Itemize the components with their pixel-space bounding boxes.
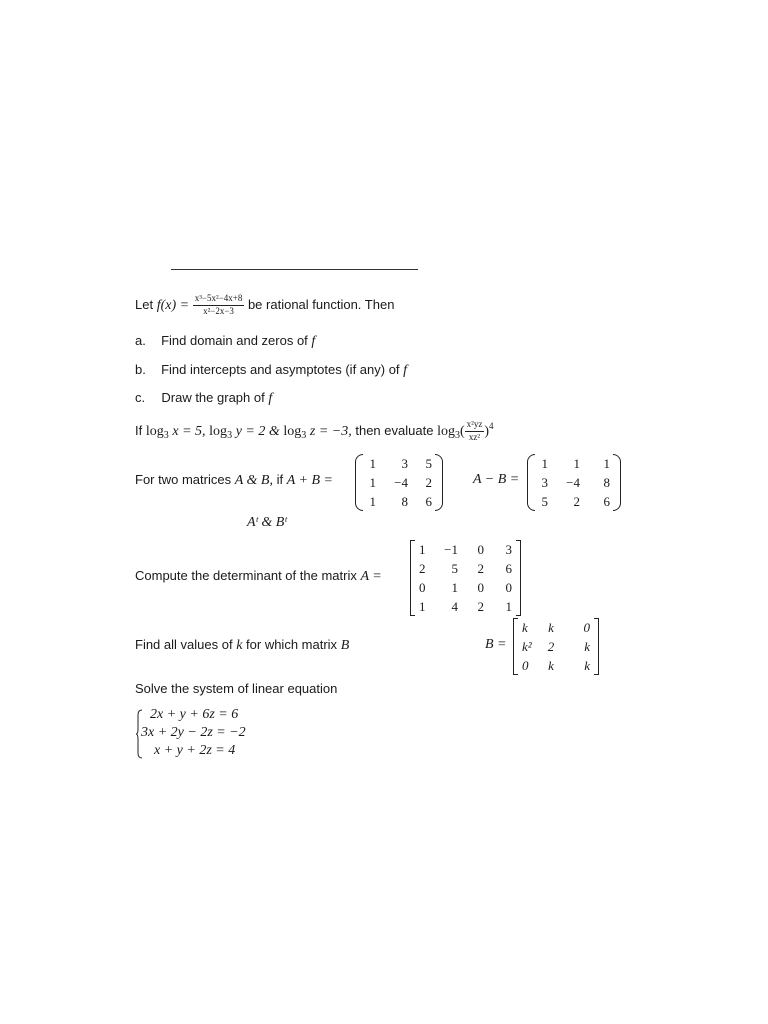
function-name: f(x) = [156, 297, 190, 313]
problem4-statement [135, 568, 382, 585]
cell: 5 [541, 494, 548, 509]
fraction-denominator: x²−2x−3 [203, 305, 234, 316]
item-text: Find intercepts and asymptotes (if any) of [161, 362, 400, 377]
problem1-statement [135, 294, 394, 317]
cell: k [584, 639, 590, 654]
cell: 2 [573, 494, 580, 509]
matrix-a-plus-b [363, 454, 435, 511]
log-frac-den: xz² [468, 431, 481, 442]
left-paren [527, 454, 535, 511]
log-3: log [283, 423, 302, 439]
diff-lhs: A − B = [473, 472, 520, 487]
log-1: log [145, 423, 164, 439]
matrix-lhs: A = [360, 569, 382, 584]
cell: 1 [369, 456, 376, 471]
matrix-vars: A & B, [234, 473, 273, 488]
cell: 8 [603, 475, 610, 490]
log-base-2: 3 [227, 429, 233, 441]
cell: 3 [541, 475, 548, 490]
cell: 5 [425, 456, 432, 471]
if-word: If [135, 422, 143, 438]
problem1-item-b [135, 362, 407, 379]
cell: 1 [419, 599, 426, 614]
item-var: f [311, 334, 316, 349]
cell: 3 [505, 542, 512, 557]
cell: 1 [603, 456, 610, 471]
cell: −4 [566, 475, 580, 490]
item-text: Find domain and zeros of [161, 333, 308, 348]
problem6-statement: Solve the system of linear equation [135, 681, 338, 696]
left-bracket [410, 540, 415, 616]
cell: 1 [573, 456, 580, 471]
cell: 2 [425, 475, 432, 490]
right-bracket [594, 618, 599, 675]
k-var: k [236, 638, 243, 653]
matrix-a-4x4 [416, 540, 515, 616]
log-4: log [437, 423, 455, 439]
cell: 1 [451, 580, 458, 595]
equation-system [141, 706, 246, 760]
log-base-3: 3 [301, 429, 307, 441]
transpose-ask: Aᵗ & Bᵗ [247, 515, 287, 530]
cell: 0 [419, 580, 426, 595]
sum-lhs: A + B = [286, 473, 333, 488]
top-rule [171, 269, 418, 270]
log-base-1: 3 [163, 429, 169, 441]
cell: k² [522, 639, 532, 654]
cell: 0 [477, 580, 484, 595]
cell: 1 [541, 456, 548, 471]
cell: −4 [394, 475, 408, 490]
rational-fraction [193, 294, 245, 317]
let-word: Let [135, 296, 154, 312]
log-2: log [209, 423, 228, 439]
equation-1: 2x + y + 6z = 6 [150, 707, 239, 722]
right-paren [435, 454, 443, 511]
matrix-a-minus-b [535, 454, 613, 511]
cell: k [548, 620, 554, 635]
cell: 0 [505, 580, 512, 595]
cell: 4 [451, 599, 458, 614]
problem1-item-c [135, 390, 272, 407]
b-var: B [340, 638, 350, 653]
matrix-a-minus-b-grid [535, 454, 613, 511]
item-label: b. [135, 362, 146, 377]
matrix-b-grid [519, 618, 593, 675]
cell: 2 [547, 639, 555, 654]
equation-3: x + y + 2z = 4 [154, 743, 236, 758]
cell: 0 [522, 658, 529, 673]
log-frac-num: x²yz [465, 420, 485, 432]
cell: 5 [451, 561, 458, 576]
cell: 1 [369, 475, 376, 490]
item-var: f [403, 363, 408, 378]
problem1-item-a [135, 333, 315, 350]
matrix-b [519, 618, 593, 675]
cell: 1 [505, 599, 512, 614]
item-text: Draw the graph of [161, 390, 265, 405]
cell: 3 [401, 456, 408, 471]
cell: 2 [419, 561, 426, 576]
cell: 2 [477, 599, 484, 614]
find-text-2: for which matrix [246, 637, 338, 652]
cell: 6 [603, 494, 610, 509]
cell: k [522, 620, 528, 635]
cell: −1 [444, 542, 458, 557]
matrix-a-4x4-grid [416, 540, 515, 616]
cell: 8 [401, 494, 408, 509]
right-bracket [516, 540, 521, 616]
cond-y: y = 2 & [235, 423, 280, 439]
exponent: 4 [489, 420, 494, 431]
cell: 2 [477, 561, 484, 576]
then-evaluate: then evaluate [355, 422, 434, 438]
cell: 6 [505, 561, 512, 576]
cell: 1 [419, 542, 426, 557]
problem3-statement [135, 472, 333, 489]
cell: 6 [425, 494, 432, 509]
determinant-text: Compute the determinant of the matrix [135, 568, 357, 583]
log-base-4: 3 [454, 429, 460, 441]
if-word: if [276, 472, 284, 487]
open-paren: ( [459, 423, 465, 439]
problem5-statement [135, 637, 349, 654]
item-var: f [268, 391, 273, 406]
fraction-numerator: x³−5x²−4x+8 [193, 294, 245, 306]
log-fraction [465, 420, 485, 443]
statement-tail: be rational function. Then [247, 296, 395, 312]
cell: k [584, 658, 590, 673]
cell: 0 [477, 542, 484, 557]
close-paren: ) [484, 423, 489, 439]
find-text: Find all values of [135, 637, 233, 652]
left-bracket [513, 618, 518, 675]
matrix-b-lhs: B = [485, 637, 507, 652]
left-paren [355, 454, 363, 511]
cell: 0 [583, 620, 590, 635]
problem2-statement [135, 420, 494, 443]
intro-text: For two matrices [135, 472, 232, 487]
item-label: a. [135, 333, 146, 348]
equation-2: 3x + 2y − 2z = −2 [141, 725, 246, 740]
item-label: c. [135, 390, 146, 405]
matrix-a-plus-b-grid [363, 454, 435, 511]
cond-z: z = −3, [309, 423, 352, 439]
cell: 1 [369, 494, 376, 509]
cond-x: x = 5, [172, 423, 206, 439]
cell: k [548, 658, 554, 673]
right-paren [613, 454, 621, 511]
